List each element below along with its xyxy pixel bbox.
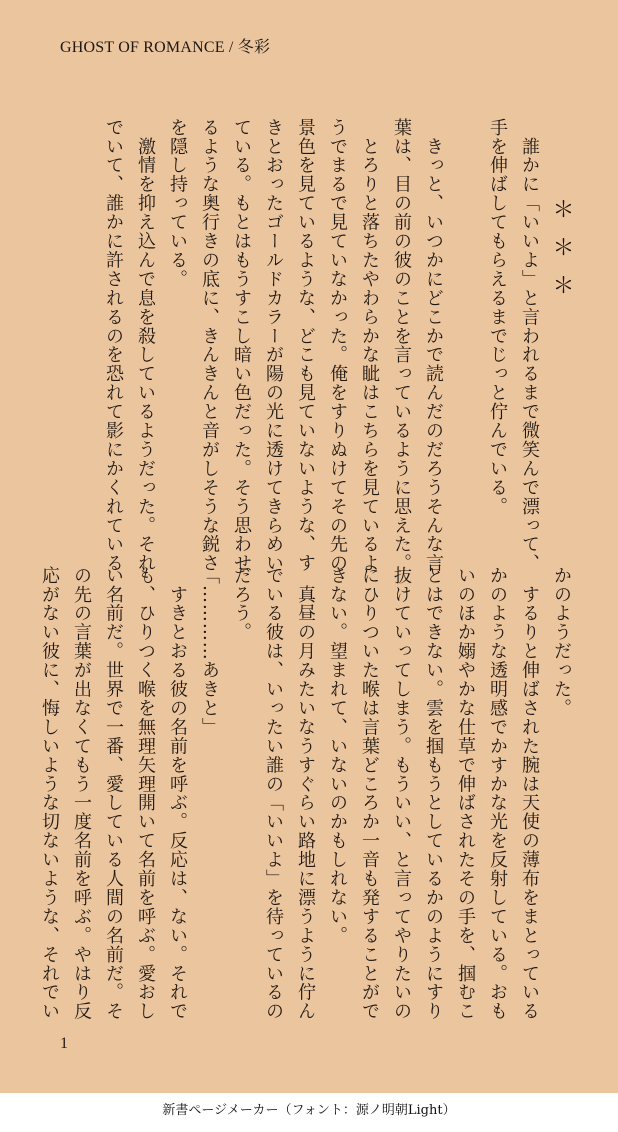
text-line: かのような透明感でかすかな光を反射している。おも	[487, 566, 508, 1021]
text-line: にひりついた喉は言葉どころか一音も発することがで	[359, 566, 380, 1021]
text-line: 手を伸ばしてもらえるまでじっと佇んでいる。	[487, 118, 508, 516]
text-line: とはできない。雲を掴もうとしているかのようにすり	[423, 566, 444, 1021]
text-line: きとおったゴールドカラーが陽の光に透けてきらめい	[263, 118, 284, 573]
text-line: 「…………あきと」	[199, 566, 220, 737]
text-line: うでまるで見ていなかった。俺をすりぬけてその先の	[327, 118, 348, 573]
footer-credit: 新書ページメーカー（フォント：源ノ明朝Light）	[162, 1103, 456, 1118]
text-line: も、ひりつく喉を無理矢理開いて名前を呼ぶ。愛おし	[135, 566, 156, 1021]
text-line: の先の言葉が出なくてもう一度名前を呼ぶ。やはり反	[71, 566, 92, 1021]
text-line: ている。もとはもうすこし暗い色だった。そう思わせ	[231, 118, 252, 573]
page-header-title: GHOST OF ROMANCE / 冬彩	[60, 39, 271, 56]
text-line: を隠し持っている。	[167, 118, 188, 289]
upper-text-block	[97, 118, 577, 573]
text-line: 誰かに「いいよ」と言われるまで微笑んで漂って、	[519, 118, 540, 573]
text-line: かのようだった。	[551, 566, 572, 718]
text-line: 抜けていってしまう。もういい、と言ってやりたいの	[391, 566, 412, 1021]
text-line: とろりと落ちたやわらかな眦はこちらを見ているよ	[359, 118, 380, 573]
page-number: 1	[60, 1035, 68, 1052]
text-line: でいて、誰かに許されるのを恐れて影にかくれている	[103, 118, 124, 573]
text-line: するりと伸ばされた腕は天使の薄布をまとっている	[519, 566, 540, 1021]
text-line: 真昼の月みたいなうすぐらい路地に漂うように佇ん	[295, 566, 316, 1021]
lower-text-block	[33, 566, 577, 1021]
text-line: ＊＊＊	[549, 122, 574, 312]
text-line	[449, 118, 481, 528]
text-line: いのほか嫋やかな仕草で伸ばされたその手を、掴むこ	[455, 566, 476, 1021]
text-line: 葉は、目の前の彼のことを言っているように思えた。	[391, 118, 412, 573]
text-line: 激情を抑え込んで息を殺しているようだった。それ	[135, 118, 156, 573]
text-line: すきとおる彼の名前を呼ぶ。反応は、ない。それで	[167, 566, 188, 1021]
text-line: るような奥行きの底に、きんきんと音がしそうな鋭さ	[199, 118, 220, 573]
text-line: い名前だ。世界で一番、愛している人間の名前だ。そ	[103, 566, 124, 1021]
text-line: 応がない彼に、悔しいような切ないような、それでい	[39, 566, 60, 1021]
text-line: 景色を見ているような、どこも見ていないような、す	[295, 118, 316, 573]
text-line: きっと、いつかにどこかで読んだのだろうそんな言	[423, 118, 444, 573]
text-line: でいる彼は、いったい誰の「いいよ」を待っているの	[263, 566, 284, 1021]
text-line: きない。望まれて、いないのかもしれない。	[327, 566, 348, 945]
text-line: だろう。	[231, 566, 252, 642]
